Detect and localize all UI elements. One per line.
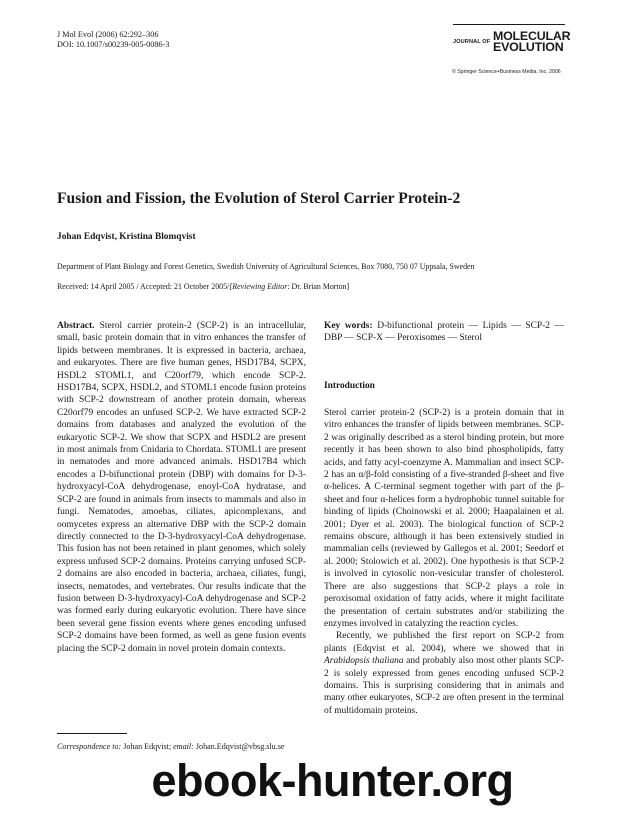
abstract-text: Sterol carrier protein-2 (SCP-2) is an intracellular, small, basic protein domain that in vitro enhances the transfer of lipids between membranes. It is expressed in bacteria, archaea, and eukaryotes. There are five human genes, HSD17B4, SCPX, HSDL2 STOML1, and C20orf79, which encode SCP-2. HSD17B4, SCPX, HSDL2, and STOML1 encode fusion proteins with SCP-2 downstream of another protein domain, whereas C20orf79 encodes an unfused SCP-2. We have extracted SCP-2 domains from databases and analyzed the evolution of the eukaryotic SCP-2. We show that SCPX and HSDL2 are present in most animals from Cnidaria to Chordata. STOML1 are present in nematodes and more advanced animals. HSD17B4 which encodes a D-bifunctional protein (DBP) with domains for D-3-hydroxyacyl-CoA dehydrogenase, enoyl-CoA hydratase, and SCP-2 are found in animals from insects to mammals and also in fungi. Nematodes, amoebas, ciliates, apicomplexans, and oomycetes express an alternative DBP with the SCP-2 domain directly connected to the D-3-hydroxyacyl-CoA dehydrogenase. This fusion has not been retained in plant genomes, which solely express unfused SCP-2 domains. Proteins carrying unfused SCP-2 domains are also encoded in bacteria, archaea, ciliates, fungi, insects, nematodes, and vertebrates. Our results indicate that the fusion between D-3-hydroxyacyl-CoA dehydrogenase and SCP-2 was formed early during eukaryotic evolution. There have since been several gene fission events where genes encoding unfused SCP-2 domains have been formed, as well as gene fusion events placing the SCP-2 domain in novel protein domain contexts. bbox=[57, 321, 307, 654]
logo-main-text bbox=[493, 31, 570, 53]
keywords-text: D-bifunctional protein — Lipids — SCP-2 — DBP — SCP-X — Peroxisomes — Sterol bbox=[324, 321, 564, 344]
journal-logo bbox=[453, 24, 571, 60]
doi: DOI: 10.1007/s00239-005-0086-3 bbox=[57, 40, 170, 49]
reviewing-editor-label: [Reviewing Editor bbox=[229, 282, 288, 291]
intro-p2-part-1: Recently, we published the first report on SCP-2 from plants (Edqvist et al. 2004), where we showed that in bbox=[324, 631, 564, 654]
intro-p2-part-2: and probably also most other plants SCP-2 is solely expressed from genes encoding unfused SCP-2 domains. This is surprising considering that in animals and many other eukaryotes, SCP-2 are often present in the terminal of multidomain proteins. bbox=[324, 656, 564, 716]
correspondence-footnote bbox=[57, 741, 306, 752]
footnote-divider bbox=[57, 733, 127, 734]
received-text: Received: 14 April 2005 / Accepted: 21 October 2005/ bbox=[57, 282, 230, 291]
email-label: email: bbox=[173, 742, 194, 751]
correspondence-name: Johan Edqvist; bbox=[121, 742, 174, 751]
keywords bbox=[324, 320, 564, 345]
received-dates bbox=[57, 282, 349, 291]
reviewing-editor-name: : Dr. Brian Morton] bbox=[287, 282, 350, 291]
introduction-heading: Introduction bbox=[324, 381, 375, 391]
abstract bbox=[57, 320, 306, 655]
article-authors: Johan Edqvist, Kristina Blomqvist bbox=[57, 232, 196, 242]
logo-small-text: JOURNAL OF bbox=[453, 39, 491, 45]
introduction-body bbox=[324, 407, 564, 717]
watermark: ebook-hunter.org bbox=[100, 755, 565, 807]
correspondence-label: Correspondence to: bbox=[57, 742, 122, 751]
intro-paragraph-2 bbox=[324, 630, 564, 717]
logo-rule bbox=[453, 24, 565, 25]
correspondence-email: Johan.Edqvist@vbsg.slu.se bbox=[193, 742, 285, 751]
journal-reference bbox=[57, 30, 169, 50]
intro-p2-species: Arabidopsis thaliana bbox=[324, 656, 404, 667]
keywords-label: Key words: bbox=[324, 321, 373, 331]
journal-citation: J Mol Evol (2006) 62:292–306 bbox=[57, 30, 159, 39]
abstract-label: Abstract. bbox=[57, 321, 95, 331]
logo-line-1: MOLECULAR bbox=[493, 29, 571, 43]
intro-paragraph-1: Sterol carrier protein-2 (SCP-2) is a protein domain that in vitro enhances the transfer of lipids between membranes. SCP-2 was originally described as a sterol binding protein, but more recently it has been shown to also bind phospholipids, fatty acids, and fatty acyl-coenzyme A. Mammalian and insect SCP-2 has an α/β-fold consisting of a five-stranded β-sheet and five α-helices. A C-terminal segment together with part of the β-sheet and four α-helices form a hydrophobic tunnel suitable for binding of lipids (Choinowski et al. 2000; Haapalainen et al. 2001; Dyer et al. 2003). The biological function of SCP-2 remains obscure, although it has been extensively studied in mammalian cells (reviewed by Gallegos et al. 2001; Seedorf et al. 2000; Stolowich et al. 2002). One hypothesis is that SCP-2 is involved in cytosolic non-vesicular transfer of cholesterol. There are also suggestions that SCP-2 plays a role in peroxisomal oxidation of fatty acids, where it might facilitate the presentation of certain substrates and/or stabilizing the enzymes involved in catalyzing the reaction cycles. bbox=[324, 408, 564, 629]
copyright-notice: © Springer Science+Business Media, Inc. 2006 bbox=[452, 69, 561, 75]
author-affiliation: Department of Plant Biology and Forest Genetics, Swedish University of Agricultural Sciences, Box 7080, 750 07 Uppsala, Sweden bbox=[57, 262, 475, 271]
article-title: Fusion and Fission, the Evolution of Sterol Carrier Protein-2 bbox=[57, 190, 461, 207]
logo-line-2: EVOLUTION bbox=[493, 40, 564, 54]
